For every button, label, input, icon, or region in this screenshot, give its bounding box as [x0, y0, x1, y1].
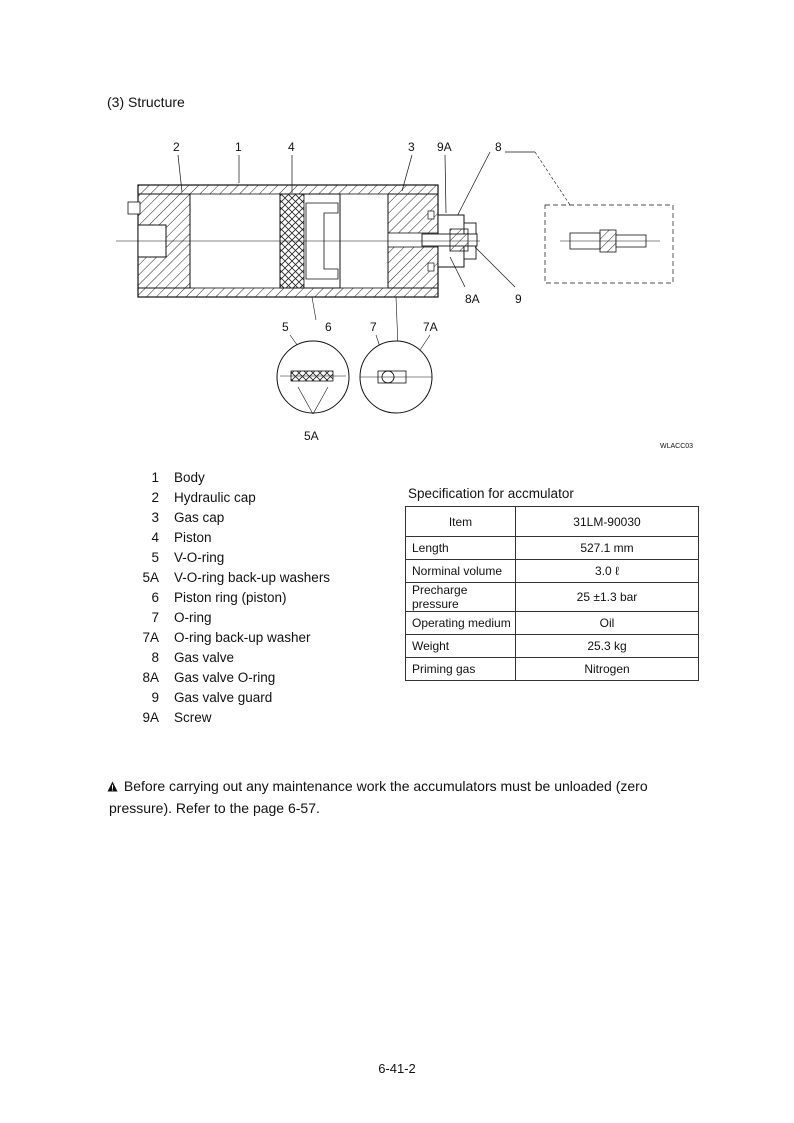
- page-number: 6-41-2: [378, 1061, 416, 1076]
- warning-note: [107, 776, 701, 819]
- list-item: 5A V-O-ring back-up washers: [142, 570, 331, 585]
- list-item: 6 Piston ring (piston): [151, 590, 287, 605]
- spec-item: Operating medium: [406, 612, 516, 635]
- list-item: 8A Gas valve O-ring: [142, 670, 276, 685]
- spec-value: 527.1 mm: [516, 537, 699, 560]
- table-header-cell: 31LM-90030: [516, 507, 699, 537]
- list-item: 7 O-ring: [151, 610, 212, 625]
- spec-value: Oil: [516, 612, 699, 635]
- list-item: 5 V-O-ring: [151, 550, 225, 565]
- callout-7: 7: [370, 320, 377, 334]
- callout-7a: 7A: [423, 320, 438, 334]
- table-row: [406, 537, 699, 560]
- spec-item: Weight: [406, 635, 516, 658]
- spec-item: Length: [406, 537, 516, 560]
- list-item: 7A O-ring back-up washer: [142, 630, 311, 645]
- list-item: 4 Piston: [151, 530, 212, 545]
- list-item: 8 Gas valve: [151, 650, 235, 665]
- table-row: [406, 612, 699, 635]
- list-item: 3 Gas cap: [151, 510, 225, 525]
- list-item: 1 Body: [151, 470, 205, 485]
- spec-title: Specification for accmulator: [408, 486, 574, 501]
- callout-2: 2: [173, 140, 180, 154]
- callout-6: 6: [325, 320, 332, 334]
- table-header-cell: Item: [406, 507, 516, 537]
- spec-table: [405, 506, 699, 681]
- list-item: 2 Hydraulic cap: [151, 490, 256, 505]
- spec-item: Norminal volume: [406, 560, 516, 583]
- spec-value: 3.0 ℓ: [516, 560, 699, 583]
- list-item: 9 Gas valve guard: [151, 690, 273, 705]
- table-row: [406, 560, 699, 583]
- warning-line-1: Before carrying out any maintenance work the accumulators must be unloaded (zero: [123, 778, 648, 794]
- table-row: [406, 583, 699, 612]
- spec-value: 25.3 kg: [516, 635, 699, 658]
- callout-1: 1: [235, 140, 242, 154]
- parts-list: [130, 468, 330, 728]
- callout-4: 4: [288, 140, 295, 154]
- callout-9a: 9A: [437, 140, 452, 154]
- list-item: 9A Screw: [142, 710, 212, 725]
- callout-5a: 5A: [304, 429, 319, 443]
- warning-line-2: pressure). Refer to the page 6-57.: [109, 800, 320, 816]
- table-row: [406, 658, 699, 681]
- table-row: [406, 635, 699, 658]
- callout-5: 5: [282, 320, 289, 334]
- spec-item: Precharge pressure: [406, 583, 516, 612]
- drawing-code: WLACC03: [660, 443, 694, 450]
- callout-9: 9: [515, 292, 522, 306]
- warning-icon: [107, 777, 120, 798]
- table-header-row: [406, 507, 699, 537]
- callout-8a: 8A: [465, 292, 480, 306]
- spec-value: 25 ±1.3 bar: [516, 583, 699, 612]
- spec-item: Priming gas: [406, 658, 516, 681]
- spec-value: Nitrogen: [516, 658, 699, 681]
- callout-3: 3: [408, 140, 415, 154]
- callout-8: 8: [495, 140, 502, 154]
- section-title: (3) Structure: [107, 94, 185, 110]
- accumulator-structure-diagram: [110, 135, 710, 455]
